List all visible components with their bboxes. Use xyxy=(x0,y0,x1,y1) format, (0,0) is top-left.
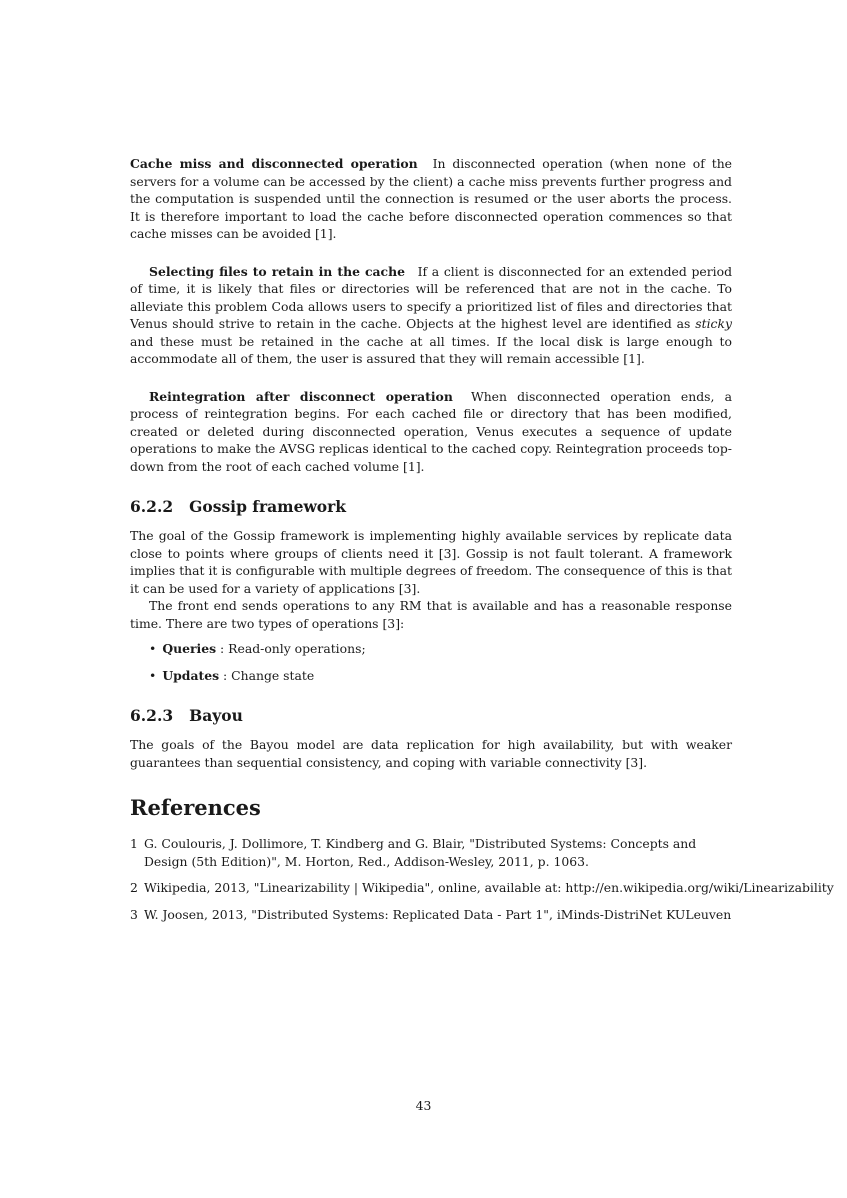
operation-type-list xyxy=(130,640,732,684)
section-title: Gossip framework xyxy=(189,497,347,516)
bullet-icon: • xyxy=(149,667,157,683)
paragraph-heading: Selecting files to retain in the cache xyxy=(149,263,405,279)
reference-text: W. Joosen, 2013, "Distributed Systems: Replicated Data - Part 1", iMinds-DistriNet KULeuven xyxy=(144,906,732,922)
reference-number: 2 xyxy=(130,880,138,895)
bullet-icon: • xyxy=(149,641,157,656)
reference-item xyxy=(130,879,834,897)
section-heading-gossip xyxy=(130,497,732,517)
reference-item xyxy=(130,906,732,924)
section-heading-bayou xyxy=(130,706,732,726)
section-number: 6.2.2 xyxy=(130,497,174,516)
paragraph-heading: Cache miss and disconnected operation xyxy=(130,156,418,171)
page-content xyxy=(130,155,834,932)
paragraph-selecting-files xyxy=(130,263,732,368)
reference-text: G. Coulouris, J. Dollimore, T. Kindberg and G. Blair, "Distributed Systems: Concepts and Design (5th Edition)", M. Horton, Red., Addison-Wesley, 2011, p. 1063. xyxy=(144,836,697,869)
reference-text: Wikipedia, 2013, "Linearizability | Wikipedia", online, available at: http://en.wikipedia.org/wiki/Linearizability xyxy=(144,880,834,895)
emphasis-sticky: sticky xyxy=(695,316,732,331)
paragraph-heading: Reintegration after disconnect operation xyxy=(149,388,453,404)
paragraph-body-continued: and these must be retained in the cache at all times. If the local disk is large enough to accommodate all of them, the user is assured that they will remain accessible [1]. xyxy=(130,333,732,366)
reference-number: 1 xyxy=(130,836,138,851)
paragraph-body: In disconnected operation (when none of the servers for a volume can be accessed by the client) a cache miss prevents further progress and the computation is suspended until the connection is resumed or the user aborts the process. It is therefore important to load the cache before disconnected operation commences so that cache misses can be avoided [1]. xyxy=(130,156,733,241)
gossip-paragraph-1: The goal of the Gossip framework is implementing highly available services by replicate data close to points where groups of clients need it [3]. Gossip is not fault tolerant. A framework implies that it is configurable with multiple degrees of freedom. The consequence of this is that it can be used for a variety of applications [3]. xyxy=(130,528,732,596)
page-number: 43 xyxy=(415,1098,432,1113)
paragraph-reintegration xyxy=(130,388,732,476)
list-item xyxy=(149,667,732,685)
reference-number: 3 xyxy=(130,906,138,922)
paragraph-body: When disconnected operation ends, a process of reintegration begins. For each cached file or directory that has been modified, created or deleted during disconnected operation, Venus executes a sequence of update operations to make the AVSG replicas identical to the cached copy. Reintegration proceeds top-down from the root of each cached volume [1]. xyxy=(130,388,732,474)
reference-item xyxy=(130,835,732,870)
gossip-paragraph-2: The front end sends operations to any RM that is available and has a reasonable response time. There are two types of operations [3]: xyxy=(130,598,732,631)
list-item xyxy=(149,640,732,658)
paragraph-body: If a client is disconnected for an extended period of time, it is likely that files or directories will be referenced that are not in the cache. To alleviate this problem Coda allows users to specify a prioritized list of files and directories that Venus should strive to retain in the cache. Objects at the highest level are identified as xyxy=(130,263,733,331)
bayou-paragraph: The goals of the Bayou model are data replication for high availability, but with weaker guarantees than sequential consistency, and coping with variable connectivity [3]. xyxy=(130,737,732,770)
list-item-term: Queries xyxy=(162,641,217,656)
list-item-description: : Change state xyxy=(223,667,315,683)
paragraph-cache-miss xyxy=(130,155,732,243)
list-item-term: Updates xyxy=(162,667,220,683)
section-title: Bayou xyxy=(189,706,243,725)
references-heading: References xyxy=(130,795,261,820)
list-item-description: : Read-only operations; xyxy=(220,641,366,656)
section-number: 6.2.3 xyxy=(130,706,174,725)
reference-list xyxy=(130,835,834,923)
